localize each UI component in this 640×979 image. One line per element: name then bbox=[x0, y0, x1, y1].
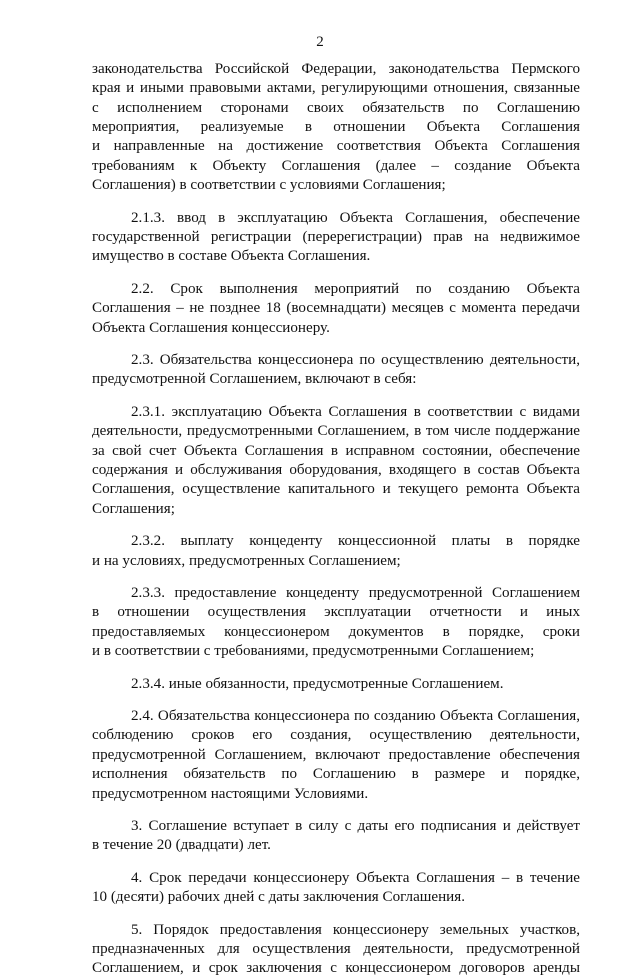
paragraph-gap bbox=[92, 571, 580, 584]
text-line: 2.3.3. предоставление концеденту предусмотренной Соглашением bbox=[131, 585, 580, 602]
paragraph-gap bbox=[92, 390, 580, 403]
text-line: и на условиях, предусмотренных Соглашением; bbox=[92, 552, 401, 569]
paragraph bbox=[92, 584, 580, 661]
paragraph bbox=[92, 532, 580, 571]
text-line: 2.3.4. иные обязанности, предусмотренные Соглашением. bbox=[131, 675, 504, 692]
text-line: 2.3. Обязательства концессионера по осуществлению деятельности, bbox=[131, 352, 580, 369]
text-line: деятельности, предусмотренными Соглашением, в том числе поддержание bbox=[92, 423, 580, 440]
paragraph bbox=[92, 60, 580, 195]
text-line: предназначенных для осуществления деятельности, предусмотренной bbox=[92, 941, 580, 958]
text-line: содержания и обслуживания оборудования, входящего в состав Объекта bbox=[92, 461, 580, 478]
page-number: 2 bbox=[316, 34, 324, 50]
paragraph bbox=[92, 817, 580, 856]
text-line: края и иными правовыми актами, регулирующими отношения, связанные bbox=[92, 80, 580, 97]
text-line: Соглашения – не позднее 18 (восемнадцати) месяцев с момента передачи bbox=[92, 300, 580, 317]
text-line: соблюдению сроков его создания, осуществлению деятельности, bbox=[92, 727, 580, 744]
text-line: требованиям к Объекту Соглашения (далее – создание Объекта bbox=[92, 157, 580, 174]
paragraph-gap bbox=[92, 195, 580, 208]
text-line: 2.2. Срок выполнения мероприятий по созданию Объекта bbox=[131, 280, 580, 297]
text-line: Соглашением, и срок заключения с концессионером договоров аренды bbox=[92, 960, 580, 977]
text-line: Соглашения, осуществление капитального и текущего ремонта Объекта bbox=[92, 481, 580, 498]
paragraph bbox=[92, 280, 580, 338]
text-line: 2.3.1. эксплуатацию Объекта Соглашения в соответствии с видами bbox=[131, 403, 580, 420]
paragraph bbox=[92, 921, 580, 979]
paragraph bbox=[92, 209, 580, 267]
text-line: 2.4. Обязательства концессионера по созданию Объекта Соглашения, bbox=[131, 708, 580, 725]
text-line: и направленные на достижение соответствия Объекта Соглашения bbox=[92, 138, 580, 155]
paragraph bbox=[92, 403, 580, 519]
text-line: Соглашения; bbox=[92, 500, 175, 517]
text-line: имущество в составе Объекта Соглашения. bbox=[92, 248, 371, 265]
paragraph bbox=[92, 351, 580, 390]
paragraph-gap bbox=[92, 661, 580, 674]
paragraph bbox=[92, 869, 580, 908]
text-line: государственной регистрации (перерегистрации) прав на недвижимое bbox=[92, 228, 580, 245]
paragraph-gap bbox=[92, 267, 580, 280]
text-line: и в соответствии с требованиями, предусмотренными Соглашением; bbox=[92, 643, 535, 660]
text-line: 2.1.3. ввод в эксплуатацию Объекта Соглашения, обеспечение bbox=[131, 209, 580, 226]
paragraph-gap bbox=[92, 519, 580, 532]
text-line: 4. Срок передачи концессионеру Объекта Соглашения – в течение bbox=[131, 869, 580, 886]
text-line: предусмотренном настоящими Условиями. bbox=[92, 785, 369, 802]
text-line: Соглашения) в соответствии с условиями Соглашения; bbox=[92, 177, 446, 194]
text-line: исполнения обязательств по Соглашению в размере и порядке, bbox=[92, 766, 580, 783]
text-line: в отношении осуществления эксплуатации отчетности и иных bbox=[92, 604, 580, 621]
paragraph bbox=[92, 675, 580, 694]
paragraph-gap bbox=[92, 694, 580, 707]
document-body bbox=[92, 60, 580, 979]
text-line: законодательства Российской Федерации, законодательства Пермского bbox=[92, 61, 580, 77]
text-line: 3. Соглашение вступает в силу с даты его подписания и действует bbox=[131, 818, 580, 835]
text-line: 2.3.2. выплату концеденту концессионной платы в порядке bbox=[131, 533, 580, 550]
text-line: 5. Порядок предоставления концессионеру земельных участков, bbox=[131, 921, 580, 938]
text-line: 10 (десяти) рабочих дней с даты заключения Соглашения. bbox=[92, 889, 465, 906]
text-line: с исполнением сторонами своих обязательств по Соглашению bbox=[92, 99, 580, 116]
paragraph-gap bbox=[92, 856, 580, 869]
text-line: предоставляемых концессионером документов в порядке, сроки bbox=[92, 623, 580, 640]
paragraph bbox=[92, 707, 580, 804]
paragraph-gap bbox=[92, 908, 580, 921]
text-line: в течение 20 (двадцати) лет. bbox=[92, 837, 271, 854]
paragraph-gap bbox=[92, 338, 580, 351]
paragraph-gap bbox=[92, 804, 580, 817]
text-line: предусмотренной Соглашением, включают предоставление обеспечения bbox=[92, 746, 580, 763]
text-line: Объекта Соглашения концессионеру. bbox=[92, 319, 330, 336]
text-line: за свой счет Объекта Соглашения в исправном состоянии, обеспечение bbox=[92, 442, 580, 459]
text-line: предусмотренной Соглашением, включают в себя: bbox=[92, 371, 417, 388]
text-line: мероприятия, реализуемые в отношении Объекта Соглашения bbox=[92, 119, 580, 136]
